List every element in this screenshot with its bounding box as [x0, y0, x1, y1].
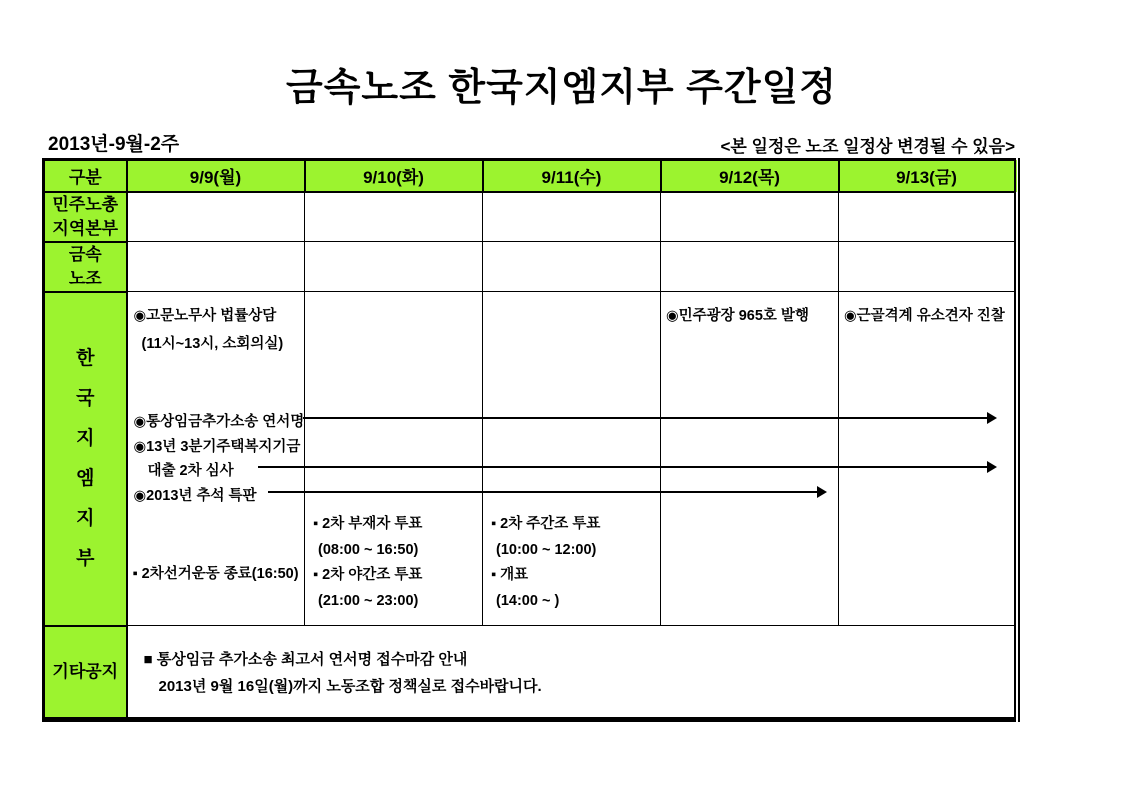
vertical-label-char: 엠 [76, 467, 95, 489]
empty-cell-minju-mon [127, 192, 305, 242]
weekly-schedule-grid [42, 158, 1020, 722]
arrow-head-icon [817, 486, 827, 498]
schedule-item-detail: (11시~13시, 소회의실) [141, 336, 284, 352]
vertical-label-char: 지 [76, 427, 95, 449]
label-line: 지역본부 [52, 218, 119, 238]
header-fri: 9/13(금) [839, 160, 1017, 192]
schedule-item: ▪ 개표 [491, 567, 529, 583]
header-wed: 9/11(수) [483, 160, 661, 192]
gm-cell-wed [483, 292, 661, 626]
empty-cell-minju-tue [305, 192, 483, 242]
schedule-item: ▪ 2차 야간조 투표 [313, 567, 423, 583]
header-mon: 9/9(월) [127, 160, 305, 192]
header-gubun: 구분 [44, 160, 127, 192]
gm-cell-tue [305, 292, 483, 626]
week-label: 2013년-9월-2주 [48, 134, 180, 155]
empty-cell-minju-fri [839, 192, 1017, 242]
gm-cell-thu [661, 292, 839, 626]
schedule-item: ◉2013년 추석 특판 [133, 488, 257, 504]
schedule-change-note: <본 일정은 노조 일정상 변경될 수 있음> [720, 137, 1015, 156]
header-row [44, 160, 1017, 192]
empty-cell-geumsok-wed [483, 242, 661, 292]
schedule-item-detail: (10:00 ~ 12:00) [496, 542, 597, 558]
schedule-item: ▪ 2차 주간조 투표 [491, 516, 601, 532]
row-label-geumsok-nojo [44, 242, 127, 292]
row-etc-notice [44, 626, 1017, 720]
row-geumsok-nojo [44, 242, 1017, 292]
header-tue: 9/10(화) [305, 160, 483, 192]
schedule-item: ▪ 2차 부재자 투표 [313, 516, 423, 532]
empty-cell-geumsok-tue [305, 242, 483, 292]
etc-notice-line2: 2013년 9월 16일(월)까지 노동조합 정책실로 접수바랍니다. [158, 678, 542, 695]
empty-cell-geumsok-thu [661, 242, 839, 292]
empty-cell-minju-thu [661, 192, 839, 242]
schedule-item-detail: (08:00 ~ 16:50) [318, 542, 419, 558]
continuation-arrow-fund [258, 466, 988, 468]
schedule-item: ◉13년 3분기주택복지기금 [133, 439, 301, 455]
schedule-item: ◉민주광장 965호 발행 [666, 308, 809, 324]
arrow-head-icon [987, 412, 997, 424]
page-title: 금속노조 한국지엠지부 주간일정 [285, 67, 838, 109]
vertical-label-char: 지 [76, 507, 95, 529]
label-line: 노조 [68, 268, 102, 288]
schedule-item: ◉근골격계 유소견자 진찰 [844, 308, 1005, 324]
vertical-label-char: 한 [76, 347, 95, 369]
row-hanguk-gm [44, 292, 1017, 626]
row-label-minju-nochong [44, 192, 127, 242]
vertical-label-char: 국 [76, 387, 95, 409]
row-label-etc: 기타공지 [44, 626, 127, 720]
empty-cell-minju-wed [483, 192, 661, 242]
continuation-arrow-chuseok [268, 491, 818, 493]
gm-cell-fri [839, 292, 1017, 626]
arrow-head-icon [987, 461, 997, 473]
schedule-table [42, 158, 1020, 722]
header-thu: 9/12(목) [661, 160, 839, 192]
vertical-label-char: 부 [76, 547, 95, 569]
continuation-arrow-lawsuit [303, 417, 988, 419]
schedule-item: ◉고문노무사 법률상담 [133, 308, 277, 324]
empty-cell-geumsok-mon [127, 242, 305, 292]
schedule-item-detail: (14:00 ~ ) [496, 593, 560, 609]
schedule-item-detail: (21:00 ~ 23:00) [318, 593, 419, 609]
row-minju-nochong [44, 192, 1017, 242]
schedule-item: ▪ 2차선거운동 종료(16:50) [132, 566, 299, 582]
etc-notice-line1: ■ 통상임금 추가소송 최고서 연서명 접수마감 안내 [143, 651, 468, 668]
etc-notice-cell [127, 626, 1017, 720]
label-line: 민주노총 [52, 194, 119, 214]
gm-cell-mon [127, 292, 305, 626]
schedule-item-detail: 대출 2차 심사 [147, 463, 234, 479]
row-label-hanguk-gm [44, 292, 127, 626]
label-line: 금속 [68, 244, 102, 264]
schedule-item: ◉통상임금추가소송 연서명 [133, 414, 305, 430]
empty-cell-geumsok-fri [839, 242, 1017, 292]
